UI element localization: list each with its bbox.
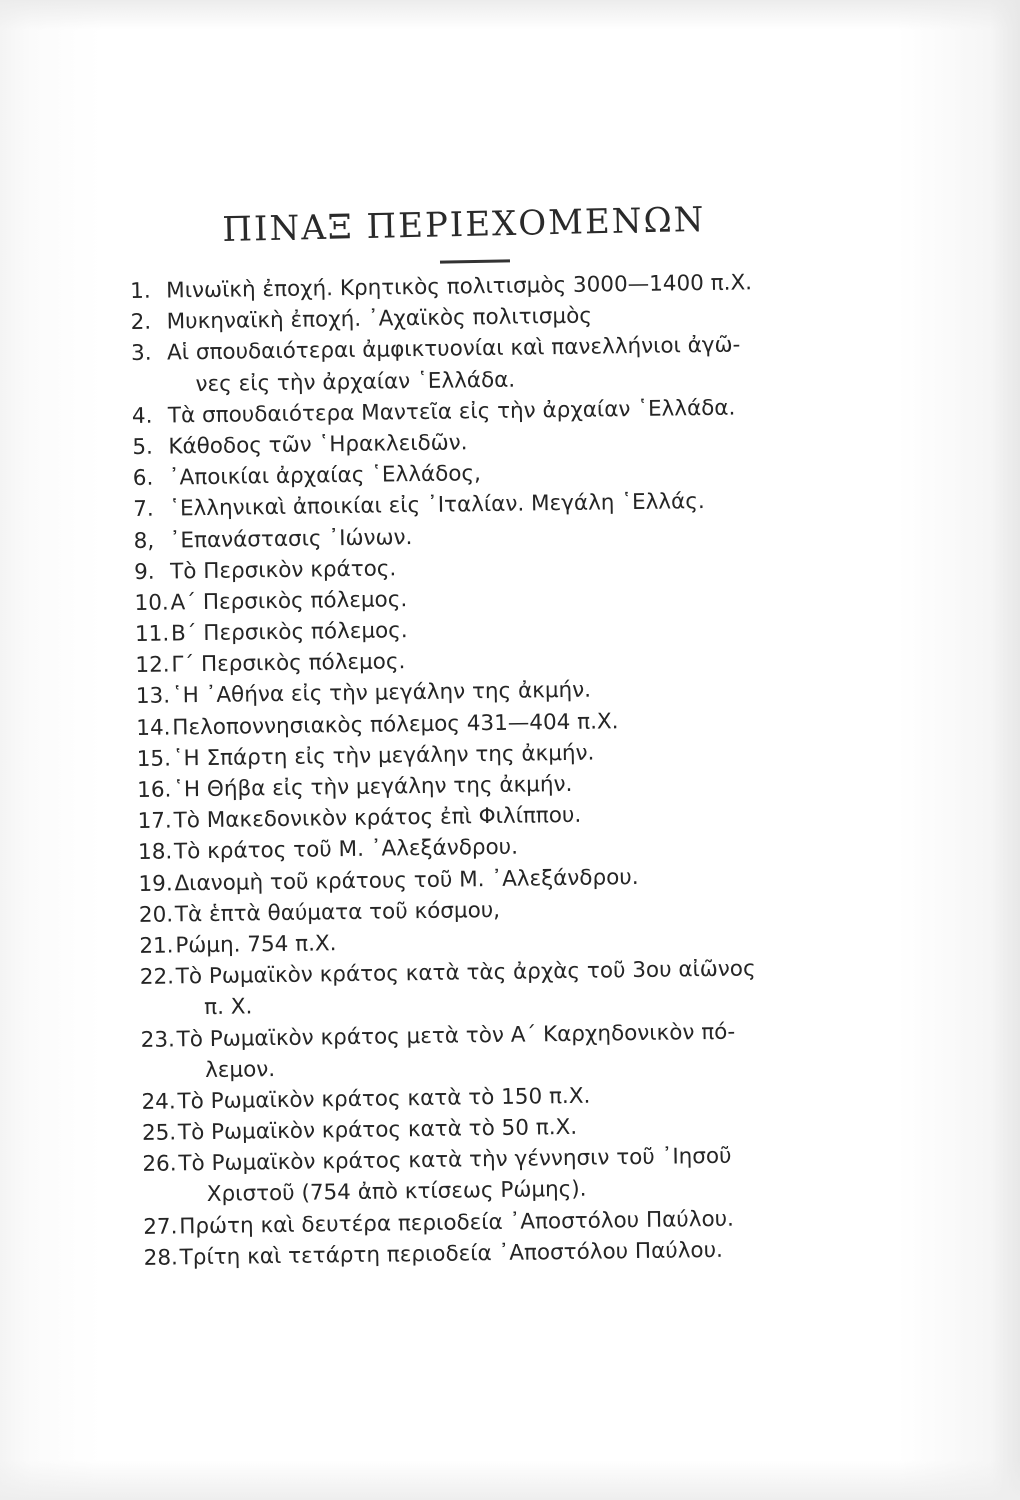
toc-entry-number: 24. (141, 1089, 176, 1115)
toc-entry-number: 14. (136, 715, 171, 741)
toc-entry-number: 6. (132, 465, 154, 492)
toc-entry-text: Τὸ Περσικὸν κράτος. (169, 555, 397, 585)
toc-entry-number: 17. (137, 808, 172, 835)
toc-entry-number: 27. (143, 1214, 178, 1240)
toc-entry-number: 26. (142, 1151, 177, 1178)
title-underline (440, 259, 510, 263)
toc-entry-text: Πρώτη καὶ δευτέρα περιοδεία ᾿Αποστόλου Παύλου. (179, 1206, 735, 1240)
toc-entry-number: 25. (141, 1120, 177, 1146)
toc-entry-continuation: νες εἰς τὴν ἀρχαίαν ῾Ελλάδα. (195, 367, 516, 397)
toc-entry-text: ᾿Αποικίαι ἀρχαίας ῾Ελλάδος, (168, 461, 482, 491)
toc-entry-number: 28. (143, 1245, 179, 1271)
toc-entry-text: Μυκηναϊκὴ ἐποχή. ᾿Αχαϊκὸς πολιτισμὸς (166, 303, 593, 335)
toc-entry-number: 7. (133, 497, 154, 523)
toc-entry-number: 20. (138, 902, 174, 928)
toc-entry-text: Τρίτη καὶ τετάρτη περιοδεία ᾿Αποστόλου Παύλου. (179, 1237, 724, 1271)
toc-entry-text: Τὰ ἑπτὰ θαύματα τοῦ κόσμου, (174, 897, 501, 928)
toc-entry-number: 10. (134, 590, 169, 616)
toc-entry-text: ῾Η Σπάρτη εἰς τὴν μεγάλην της ἀκμήν. (172, 740, 595, 772)
toc-entry-text: Αἱ σπουδαιότεραι ἀμφικτυονίαι καὶ πανελλήνιοι ἀγῶ- (166, 332, 741, 366)
toc-entry-number: 8, (133, 528, 155, 554)
toc-entry-number: 23. (140, 1026, 176, 1053)
toc-entry-text: ῾Η Θήβα εἰς τὴν μεγάλην της ἀκμήν. (173, 771, 573, 803)
toc-entry-text: Τὸ κράτος τοῦ Μ. ᾿Αλεξάνδρου. (173, 835, 519, 865)
toc-entry-text: Γ΄ Περσικὸς πόλεμος. (171, 649, 406, 678)
toc-entry-number: 13. (135, 683, 171, 710)
toc-entry-number: 2. (130, 309, 152, 336)
page-title: ΠΙΝΑΞ ΠΕΡΙΕΧΟΜΕΝΩΝ (222, 199, 706, 250)
toc-entry-text: Τὸ Μακεδονικὸν κράτος ἐπὶ Φιλίππου. (173, 802, 582, 834)
toc-entry-text: Κάθοδος τῶν ῾Ηρακλειδῶν. (168, 430, 468, 460)
toc-entry-text: Τὰ σπουδαιότερα Μαντεῖα εἰς τὴν ἀρχαίαν ῾Ελλάδα. (167, 395, 736, 429)
toc-entry-number: 9. (133, 559, 155, 585)
toc-entry-number: 22. (139, 964, 175, 991)
toc-entry-continuation: λεμον. (204, 1056, 276, 1083)
toc-entry-text: Τὸ Ρωμαϊκὸν κράτος κατὰ τὸ 150 π.Χ. (177, 1083, 591, 1115)
toc-entry-text: Τὸ Ρωμαϊκὸν κράτος μετὰ τὸν Α΄ Καρχηδονικὸν πό- (176, 1019, 736, 1052)
toc-entry-text: Ρώμη. 754 π.Χ. (175, 931, 337, 959)
toc-entry-text: Τὸ Ρωμαϊκὸν κράτος κατὰ τὰς ἀρχὰς τοῦ 3ου αἰῶνος (175, 956, 756, 990)
page-edge-shadow-top (0, 0, 1020, 30)
toc-entry-text: Διανομὴ τοῦ κράτους τοῦ Μ. ᾿Αλεξάνδρου. (174, 864, 639, 896)
toc-entry-text: ῾Ελληνικαὶ ἀποικίαι εἰς ᾿Ιταλίαν. Μεγάλη ῾Ελλάς. (169, 489, 705, 522)
toc-entry-number: 15. (136, 746, 172, 772)
toc-entry-number: 16. (137, 777, 172, 803)
toc-entry-text: Τὸ Ρωμαϊκὸν κράτος κατὰ τὸ 50 π.Χ. (177, 1114, 578, 1146)
toc-entry-text: ᾿Επανάστασις ᾿Ιώνων. (169, 524, 413, 553)
toc-entry-number: 19. (138, 871, 173, 897)
toc-entry-number: 21. (139, 933, 174, 959)
toc-entry-continuation: π. Χ. (204, 994, 253, 1021)
toc-entry-number: 4. (131, 403, 153, 429)
toc-entry-text: Μινωϊκὴ ἐποχή. Κρητικὸς πολιτισμὸς 3000—1400 π.Χ. (166, 270, 753, 304)
toc-entry-number: 1. (130, 278, 151, 304)
toc-entry-text: Α΄ Περσικὸς πόλεμος. (170, 587, 408, 616)
toc-entry-number: 12. (135, 652, 170, 679)
toc-entry-number: 3. (130, 341, 152, 367)
toc-entry-number: 5. (132, 434, 154, 460)
toc-entry-number: 11. (134, 621, 170, 648)
toc-entry-text: ῾Η ᾿Αθήνα εἰς τὴν μεγάλην της ἀκμήν. (171, 678, 592, 709)
toc-entry-text: Τὸ Ρωμαϊκὸν κράτος κατὰ τὴν γέννησιν τοῦ ᾿Ιησοῦ (178, 1143, 732, 1177)
page-edge-shadow-bottom (0, 1460, 1020, 1500)
table-of-contents (130, 265, 904, 1274)
toc-entry-text: Πελοποννησιακὸς πόλεμος 431—404 π.Χ. (172, 708, 619, 741)
toc-entry-number: 18. (137, 839, 173, 866)
toc-entry-text: Β΄ Περσικὸς πόλεμος. (170, 618, 408, 647)
toc-entry-continuation: Χριστοῦ (754 ἀπὸ κτίσεως Ρώμης). (206, 1177, 587, 1208)
page-edge-shadow-right (990, 0, 1020, 1500)
